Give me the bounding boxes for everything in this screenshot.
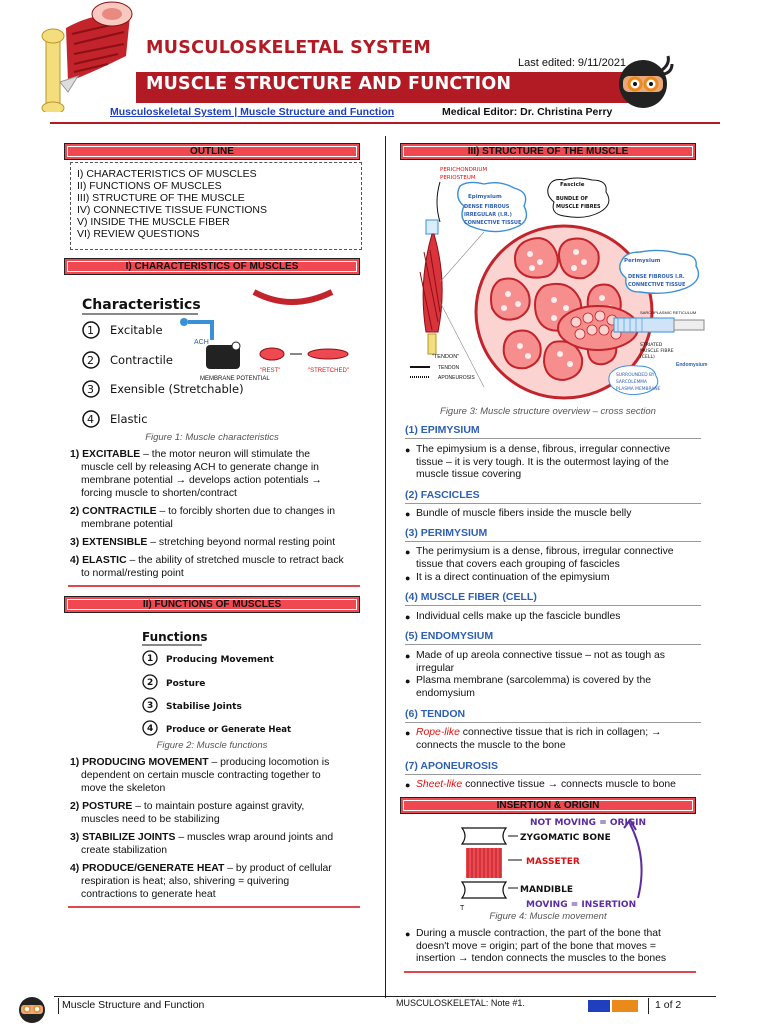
section-2-rule bbox=[68, 906, 360, 908]
fig1-item: Contractile bbox=[110, 353, 173, 367]
epimysium-label: Epimysium bbox=[468, 194, 502, 200]
tendon-tag: "TENDON" bbox=[432, 354, 460, 360]
tendon-heading: (6) TENDON bbox=[405, 708, 701, 723]
figure-3-caption: Figure 3: Muscle structure overview – cross section bbox=[440, 406, 656, 417]
perimysium-heading: (3) PERIMYSIUM bbox=[405, 527, 701, 542]
list-item: 3) STABILIZE JOINTS – muscles wrap around joints and create stabilization bbox=[70, 832, 334, 856]
svg-text:(CELL): (CELL) bbox=[640, 355, 655, 360]
epimysium-heading: (1) EPIMYSIUM bbox=[405, 424, 701, 439]
breadcrumb-link[interactable]: Musculoskeletal System | Muscle Structure and Function bbox=[110, 106, 395, 118]
svg-text:1: 1 bbox=[87, 324, 94, 337]
svg-text:1: 1 bbox=[147, 654, 154, 664]
svg-text:CONNECTIVE TISSUE: CONNECTIVE TISSUE bbox=[464, 220, 522, 226]
page-number: 1 of 2 bbox=[655, 999, 682, 1011]
aponeurosis-heading: (7) APONEUROSIS bbox=[405, 760, 701, 775]
legend-aponeurosis: APONEUROSIS bbox=[438, 375, 475, 381]
periosteum-label: PERIOSTEUM bbox=[440, 175, 476, 181]
ach-label: ACH bbox=[194, 339, 209, 346]
document-title: MUSCULOSKELETAL SYSTEM bbox=[146, 38, 432, 58]
svg-text:2: 2 bbox=[87, 354, 94, 367]
svg-text:STRIATED: STRIATED bbox=[640, 343, 663, 348]
svg-text:3: 3 bbox=[87, 383, 94, 396]
last-edited: Last edited: 9/11/2021 bbox=[518, 57, 627, 69]
masseter-label: MASSETER bbox=[526, 857, 580, 867]
moving-label: MOVING = INSERTION bbox=[526, 900, 637, 910]
section-1-heading: I) CHARACTERISTICS OF MUSCLES bbox=[64, 258, 360, 275]
svg-text:3: 3 bbox=[147, 701, 154, 711]
list-item: 4) PRODUCE/GENERATE HEAT – by product of cellular respiration is heat; also, shivering = quivering contractions to generate heat bbox=[70, 863, 332, 900]
t-label: T bbox=[460, 905, 465, 912]
list-item: ● The perimysium is a dense, fibrous, irregular connective tissue that covers each grouping of fascicles bbox=[405, 546, 701, 571]
svg-text:IRREGULAR (I.R.): IRREGULAR (I.R.) bbox=[464, 212, 512, 218]
document-subtitle: MUSCLE STRUCTURE AND FUNCTION bbox=[146, 74, 512, 94]
outline-item[interactable]: I) CHARACTERISTICS OF MUSCLES bbox=[77, 168, 257, 180]
footer-separator bbox=[648, 998, 649, 1014]
svg-text:PLASMA MEMBRANE: PLASMA MEMBRANE bbox=[616, 387, 661, 392]
svg-text:4: 4 bbox=[87, 413, 94, 426]
svg-text:MUSCLE FIBRE: MUSCLE FIBRE bbox=[640, 349, 674, 354]
list-item: 1) PRODUCING MOVEMENT – producing locomotion is dependent on certain muscle contracting together to move the skeleton bbox=[70, 757, 330, 794]
list-item: ● Rope-like connective tissue that is rich in collagen; → connects the muscle to the bone bbox=[405, 727, 701, 752]
muscle-movement-figure bbox=[452, 814, 652, 912]
perichondrium-label: PERICHONDRIUM bbox=[440, 167, 488, 173]
endomysium-label: Endomysium bbox=[676, 362, 708, 368]
list-item: ● Made of up areola connective tissue – not as tough as irregular bbox=[405, 650, 701, 675]
list-item: 3) EXTENSIBLE – stretching beyond normal resting point bbox=[70, 537, 336, 548]
ninja-footer-icon bbox=[12, 992, 52, 1024]
ninja-mascot-icon bbox=[612, 50, 674, 112]
fig1-item: Elastic bbox=[110, 412, 148, 426]
figure-2-caption: Figure 2: Muscle functions bbox=[156, 740, 268, 751]
fig1-title: Characteristics bbox=[82, 297, 201, 313]
muscle-logo bbox=[38, 0, 138, 112]
list-item: ● Individual cells make up the fascicle bundles bbox=[405, 611, 701, 624]
ninja-nerd-logo-icon bbox=[588, 998, 642, 1016]
footer-title: Muscle Structure and Function bbox=[62, 999, 205, 1011]
list-item: ● Bundle of muscle fibers inside the muscle belly bbox=[405, 508, 701, 521]
sarcoplasmic-label: SARCOPLASMIC RETICULUM bbox=[640, 310, 697, 315]
column-divider bbox=[385, 136, 386, 998]
svg-text:MUSCLE FIBRES: MUSCLE FIBRES bbox=[556, 204, 601, 210]
list-item: ● Plasma membrane (sarcolemma) is covered by the endomysium bbox=[405, 675, 701, 700]
fig2-item: Produce or Generate Heat bbox=[166, 725, 292, 735]
outline-box bbox=[70, 162, 362, 250]
figure-4-caption: Figure 4: Muscle movement bbox=[489, 911, 607, 922]
characteristics-figure bbox=[76, 286, 360, 432]
characteristics-list bbox=[70, 448, 360, 580]
fig2-item: Producing Movement bbox=[166, 655, 274, 665]
list-item: 2) POSTURE – to maintain posture against gravity, muscles need to be stabilizing bbox=[70, 801, 305, 825]
svg-text:4: 4 bbox=[147, 724, 154, 734]
svg-text:SURROUNDED BY: SURROUNDED BY bbox=[616, 373, 655, 378]
list-item: 2) CONTRACTILE – to forcibly shorten due to changes in membrane potential bbox=[70, 506, 336, 530]
endomysium-heading: (5) ENDOMYSIUM bbox=[405, 630, 701, 645]
fig2-title: Functions bbox=[142, 630, 208, 644]
figure-1-caption: Figure 1: Muscle characteristics bbox=[145, 432, 279, 443]
svg-text:CONNECTIVE TISSUE: CONNECTIVE TISSUE bbox=[628, 282, 686, 288]
list-item: ● During a muscle contraction, the part of the bone that doesn't move = origin; part of the bone that moves = insertion → tendon connects the muscles to the bones bbox=[405, 928, 701, 966]
footer-separator bbox=[58, 998, 59, 1014]
footer-note: MUSCULOSKELETAL: Note #1. bbox=[396, 998, 525, 1008]
outline-item[interactable]: IV) CONNECTIVE TISSUE FUNCTIONS bbox=[77, 204, 267, 216]
svg-text:2: 2 bbox=[147, 678, 154, 688]
list-item: ● Sheet-like connective tissue → connects muscle to bone bbox=[405, 779, 701, 792]
section-2-heading: II) FUNCTIONS OF MUSCLES bbox=[64, 596, 360, 613]
mandible-label: MANDIBLE bbox=[520, 885, 574, 895]
perimysium-label: Perimysium bbox=[624, 258, 661, 264]
not-moving-label: NOT MOVING = ORIGIN bbox=[530, 818, 647, 828]
outline-item[interactable]: II) FUNCTIONS OF MUSCLES bbox=[77, 180, 222, 192]
svg-text:DENSE FIBROUS: DENSE FIBROUS bbox=[464, 204, 510, 210]
fascicles-heading: (2) FASCICLES bbox=[405, 489, 701, 504]
fig1-item: Exensible (Stretchable) bbox=[110, 382, 244, 396]
svg-text:DENSE FIBROUS I.R.: DENSE FIBROUS I.R. bbox=[628, 274, 685, 280]
list-item: ● It is a direct continuation of the epimysium bbox=[405, 572, 701, 585]
zygomatic-label: ZYGOMATIC BONE bbox=[520, 833, 611, 843]
fascicle-label: Fascicle bbox=[560, 182, 585, 188]
footer-divider bbox=[54, 996, 716, 997]
insertion-origin-heading: INSERTION & ORIGIN bbox=[400, 797, 696, 814]
stretched-label: "STRETCHED" bbox=[308, 368, 349, 374]
section-3-heading: III) STRUCTURE OF THE MUSCLE bbox=[400, 143, 696, 160]
membrane-potential-label: MEMBRANE POTENTIAL bbox=[200, 376, 270, 382]
muscle-structure-figure bbox=[404, 162, 714, 402]
list-item: ● The epimysium is a dense, fibrous, irregular connective tissue – it is very tough. It is the outermost laying of the muscle tissue covering bbox=[405, 444, 701, 482]
muscle-fiber-heading: (4) MUSCLE FIBER (CELL) bbox=[405, 591, 701, 606]
medical-editor: Medical Editor: Dr. Christina Perry bbox=[442, 106, 613, 118]
section-1-rule bbox=[68, 585, 360, 587]
fig2-item: Posture bbox=[166, 679, 206, 689]
svg-text:SARCOLEMMA: SARCOLEMMA bbox=[616, 380, 648, 385]
insertion-rule bbox=[404, 971, 696, 973]
list-item: 4) ELASTIC – the ability of stretched muscle to retract back to normal/resting point bbox=[70, 555, 344, 579]
outline-item[interactable]: III) STRUCTURE OF THE MUSCLE bbox=[77, 192, 245, 204]
rest-label: "REST" bbox=[260, 368, 281, 374]
list-item: 1) EXCITABLE – the motor neuron will stimulate the muscle cell by releasing ACH to generate change in membrane potential → develops action potentials → forcing muscle to shorten/contract bbox=[70, 449, 322, 499]
outline-heading: OUTLINE bbox=[64, 143, 360, 160]
outline-item[interactable]: VI) REVIEW QUESTIONS bbox=[77, 228, 200, 240]
functions-list bbox=[70, 756, 360, 901]
outline-item[interactable]: V) INSIDE THE MUSCLE FIBER bbox=[77, 216, 230, 228]
fig2-item: Stabilise Joints bbox=[166, 702, 242, 712]
svg-text:BUNDLE OF: BUNDLE OF bbox=[556, 196, 589, 202]
header-divider bbox=[50, 122, 720, 124]
functions-figure bbox=[136, 624, 294, 740]
fig1-item: Excitable bbox=[110, 323, 163, 337]
legend-tendon: TENDON bbox=[438, 365, 460, 371]
